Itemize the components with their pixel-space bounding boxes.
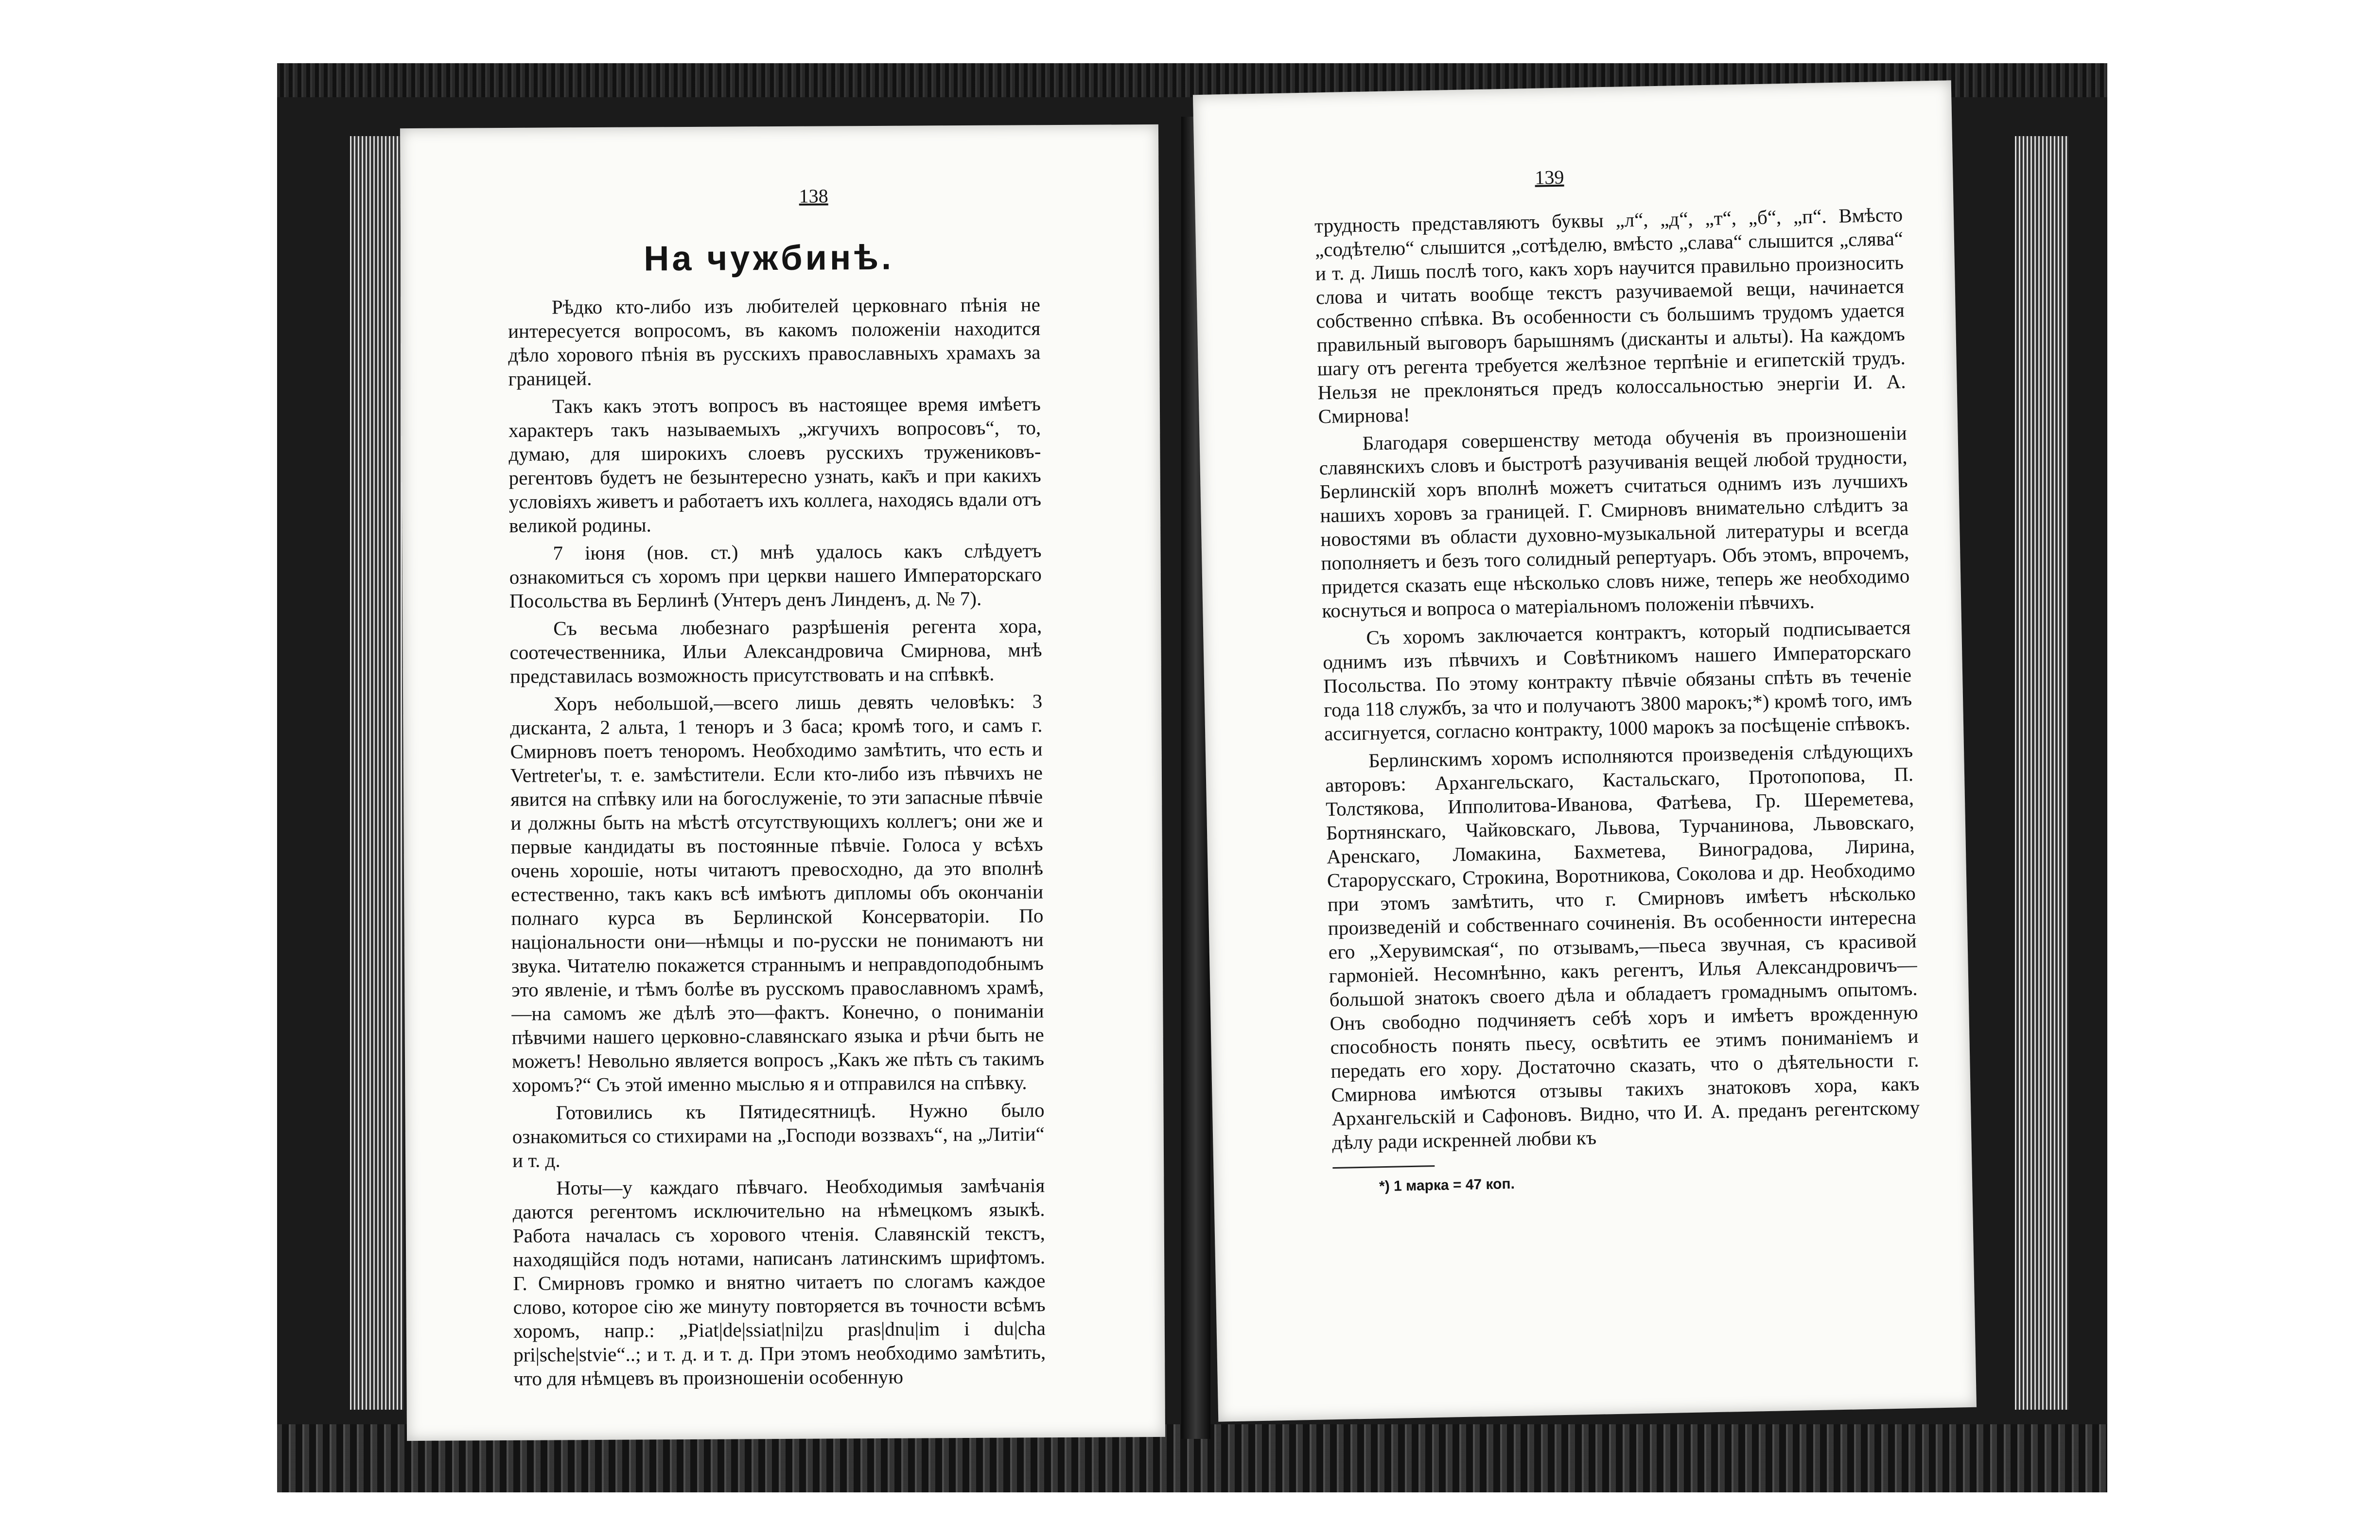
left-page-stack-edge [350,136,403,1410]
right-page-stack-edge [2015,136,2068,1410]
paragraph: Хоръ небольшой,—всего лишь девять человѣкъ: 3 дисканта, 2 альта, 1 теноръ и 3 баса; кромѣ того, и самъ г. Смирновъ поетъ теноромъ. Необходимо замѣтить, что есть и Vertreter'ы, т. е. замѣстители. Если кто-либо изъ пѣвчихъ не явится на спѣвку или на богослуженіе, то эти запасные пѣвчіе и должны быть на мѣстѣ отсутствующихъ коллегъ; они же и первые кандидаты въ постоянные пѣвчіе. Голоса у всѣхъ очень хорошіе, ноты читаютъ превосходно, да это вполнѣ естественно, такъ какъ всѣ имѣютъ дипломы объ окончаніи полнаго курса въ Берлинской Консерваторіи. По національности они—нѣмцы и по-русски не понимаютъ ни звука. Читателю покажется страннымъ и неправдоподобнымъ это явленіе, и тѣмъ болѣе въ русскомъ православномъ храмѣ,—на самомъ же дѣлѣ это—фактъ. Конечно, о пониманіи пѣвчими нашего церковно-славянскаго языка и рѣчи быть не можетъ! Невольно является вопросъ „Какъ же пѣть съ такимъ хоромъ?“ Съ этой именно мыслью я и отправился на спѣвку. [510,690,1045,1096]
footnote: *) 1 марка = 47 коп. [1379,1175,1515,1195]
paragraph: Благодаря совершенству метода обученія въ произношеніи славянскихъ словъ и быстротѣ разучиванія вещей любой трудности, Берлинскій хоръ вполнѣ можетъ считаться однимъ изъ лучшихъ нашихъ хоровъ за границей. Г. Смирновъ внимательно слѣдитъ за новостями въ области духовно-музыкальной литературы и всегда пополняетъ и безъ того солидный репертуаръ. Объ этомъ, впрочемъ, придется сказать еще нѣсколько словъ ниже, теперь же необходимо коснуться и вопроса о матеріальномъ положеніи пѣвчихъ. [1319,421,1910,622]
paragraph: Съ весьма любезнаго разрѣшенія регента хора, соотечественника, Ильи Александровича Смирнова, мнѣ представилась возможность присутствовать и на спѣвкѣ. [509,614,1042,687]
right-page-body [1314,203,1922,1199]
paragraph: 7 іюня (нов. ст.) мнѣ удалось какъ слѣдуетъ ознакомиться съ хоромъ при церкви нашего Императорскаго Посольства въ Берлинѣ (Унтеръ денъ Линденъ, д. № 7). [509,539,1042,612]
paragraph: Ноты—у каждаго пѣвчаго. Необходимыя замѣчанія даются регентомъ исключительно на нѣмецкомъ языкѣ. Работа началась съ хорового чтенія. Славянскій текстъ, находящійся подъ нотами, написанъ латинскимъ шрифтомъ. Г. Смирновъ громко и внятно читаетъ по слогамъ каждое слово, которое сію же минуту повторяется въ точности всѣмъ хоромъ, напр.: „Piat|de|ssiat|ni|zu pras|dnu|im i du|cha pri|sche|stvie“..; и т. д. и т. д. При этомъ необходимо замѣтить, что для нѣмцевъ въ произношеніи особенную [512,1174,1046,1390]
article-title: На чужбинѣ. [644,238,894,279]
paragraph: Рѣдко кто-либо изъ любителей церковнаго пѣнія не интересуется вопросомъ, въ какомъ положеніи находится дѣло хорового пѣнія въ русскихъ православныхъ храмахъ за границей. [508,293,1041,390]
footnote-rule [1332,1165,1435,1169]
page-number: 138 [799,185,828,207]
right-page [1193,80,1977,1421]
left-page-body [508,293,1046,1391]
paragraph: Готовились къ Пятидесятницѣ. Нужно было ознакомиться со стихирами на „Господи воззвахъ“, на „Литіи“ и т. д. [512,1099,1045,1172]
left-page [400,124,1165,1441]
paragraph: Такъ какъ этотъ вопросъ въ настоящее время имѣетъ характеръ такъ называемыхъ „жгучихъ вопросовъ“, то, думаю, для широкихъ слоевъ русскихъ тружениковъ-регентовъ будетъ не безынтересно узнать, как̄ъ и при какихъ условіяхъ живетъ и работаетъ ихъ коллега, находясь вдали отъ великой родины. [508,392,1042,537]
paragraph: трудность представляютъ буквы „л“, „д“, „т“, „б“, „п“. Вмѣсто „содѣтелю“ слышится „сотѣделю, вмѣсто „слава“ слышится „слява“ и т. д. Лишь послѣ того, какъ хоръ научится правильно произносить слова и читать вообще текстъ разучиваемой вещи, начинается собственно спѣвка. Въ особенности съ большимъ трудомъ удается правильный выговоръ барышнямъ (дисканты и альты). На каждомъ шагу отъ регента требуется желѣзное терпѣніе и египетскій трудъ. Нельзя не преклоняться предъ колоссальностью энергіи И. А. Смирнова! [1314,203,1906,428]
paragraph: Съ хоромъ заключается контрактъ, который подписывается однимъ изъ пѣвчихъ и Совѣтникомъ нашего Императорскаго Посольства. По этому контракту пѣвчіе обязаны спѣть въ теченіе года 118 службъ, за что и получаютъ 3800 марокъ;*) кромѣ того, имъ ассигнуется, согласно контракту, 1000 марокъ за посѣщеніе спѣвокъ. [1322,616,1912,745]
page-number: 139 [1534,166,1564,189]
paragraph: Берлинскимъ хоромъ исполняются произведенія слѣдующихъ авторовъ: Архангельскаго, Кастальскаго, Протопопова, П. Толстякова, Ипполитова-Иванова, Фатѣева, Гр. Шереметева, Бортнянскаго, Чайковскаго, Львова, Турчанинова, Львовскаго, Аренскаго, Ломакина, Бахметева, Виноградова, Лирина, Старорусскаго, Строкина, Воротникова, Соколова и др. Необходимо при этомъ замѣтить, что г. Смирновъ имѣетъ нѣсколько произведеній и собственнаго сочиненія. Въ особенности интересна его „Херувимская“, по отзывамъ,—пьеса звучная, съ красивой гармоніей. Несомнѣнно, какъ регентъ, Илья Александровичъ—большой знатокъ своего дѣла и обладаетъ громаднымъ опытомъ. Онъ свободно подчиняетъ себѣ хоръ и имѣетъ врожденную способность понять пьесу, освѣтить ее этимъ пониманіемъ и передать его хору. Достаточно сказать, что о дѣятельности г. Смирнова имѣются отзывы такихъ знатоковъ хора, какъ Архангельскій и Сафоновъ. Видно, что И. А. преданъ регентскому дѣлу ради искренней любви къ [1325,739,1920,1154]
